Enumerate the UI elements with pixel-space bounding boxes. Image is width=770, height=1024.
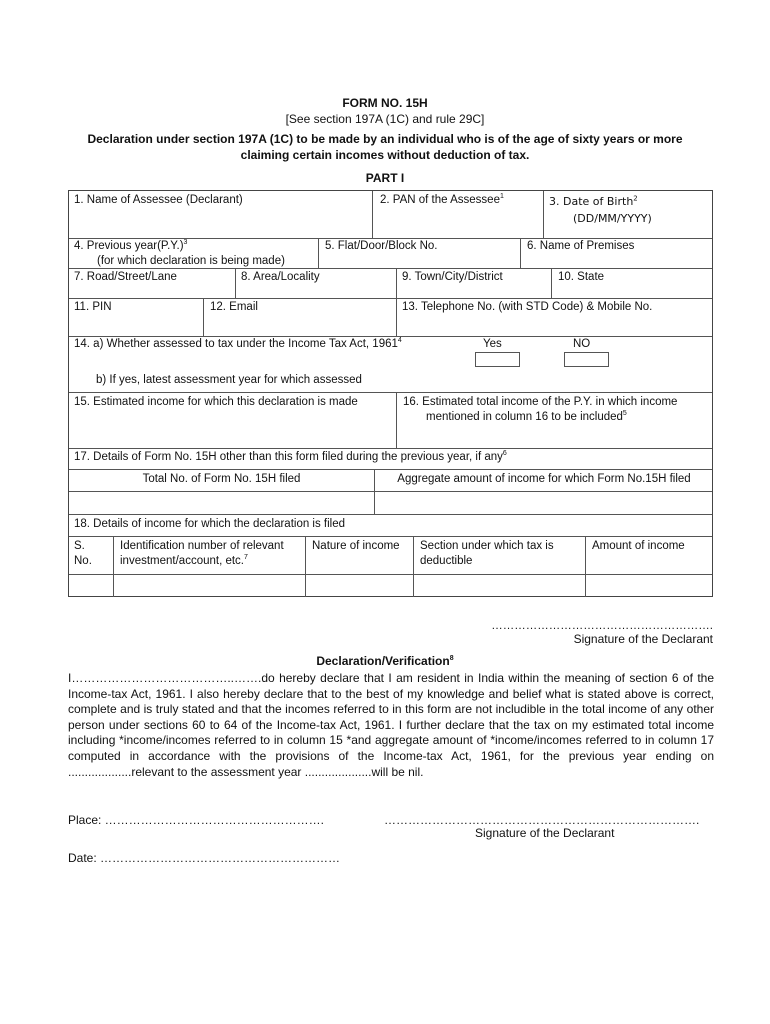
footnote-ref: 5 [622,410,627,418]
col-divider [113,536,114,597]
field-previous-year [74,239,285,269]
col-section [420,539,554,569]
footnote-ref: 1 [499,193,504,201]
declaration-heading-line2: claiming certain incomes without deduction of tax. [240,148,530,162]
declarant-signature-label: Signature of the Declarant [475,826,615,840]
footnote-ref: 3 [183,239,188,247]
field-estimated-total-income [403,395,677,425]
col-divider [203,298,204,336]
field-estimated-total-income-label: 16. Estimated total income of the P.Y. in which income [403,396,678,408]
footnote-ref: 4 [397,337,402,345]
field-dob-label: 3. Date of Birth [549,195,634,208]
col-divider [235,268,236,298]
field-pan [380,193,504,208]
col-section-line2: deductible [420,555,473,567]
signature-line: …………………………………………………. [491,620,713,632]
col-total-forms-filed: Total No. of Form No. 15H filed [142,473,301,485]
field-state: 10. State [558,271,605,283]
declaration-verification-title: Declaration/Verification [316,654,450,668]
row-divider [69,392,712,393]
date-field[interactable]: Date: …………………………………………………… [68,851,341,865]
col-divider [372,191,373,238]
field-estimated-income: 15. Estimated income for which this declaration is made [74,396,358,408]
no-label: NO [573,338,591,350]
field-income-details: 18. Details of income for which the declaration is filed [74,518,346,530]
field-estimated-total-income-note: mentioned in column 16 to be included [426,411,623,423]
col-identification-number [120,539,284,569]
col-identification-line2: investment/account, etc. [120,555,245,567]
col-section-line1: Section under which tax is [420,540,554,552]
col-nature-of-income: Nature of income [312,540,400,552]
field-previous-year-label: 4. Previous year(P.Y.) [74,240,184,252]
field-road-street-lane: 7. Road/Street/Lane [74,271,177,283]
col-divider [585,536,586,597]
col-divider [551,268,552,298]
footnote-ref: 2 [633,194,638,203]
declaration-paragraph: I…………………………………..…….do hereby declare that I am resident in India within the meaning of section 6 of the Income-tax Act, 1961. I also hereby declare that to the best of my knowledge and belief what is stated above is correct, complete and is truly stated and that the incomes referred to in this form are not includible in the total income of any other person under sections 60 to 64 of the Income-tax Act, 1961. I further declare that the tax on my estimated total income including *income/incomes referred to in column 15 *and aggregate amount of *income/incomes referred to in column 17 computed in accordance with the provisions of the Income-tax Act, 1961, for the previous year ending on ...................relevant to the assessment year ....................will be nil. [68,671,714,779]
col-serial-no-line2: No. [74,555,92,567]
yes-checkbox[interactable] [475,352,520,367]
row-divider [69,574,712,575]
col-serial-no [74,539,92,569]
field-telephone-mobile: 13. Telephone No. (with STD Code) & Mobile No. [402,301,653,313]
field-name-of-premises: 6. Name of Premises [527,240,635,252]
yes-label: Yes [483,338,502,350]
col-divider [396,268,397,298]
field-assessed-to-tax [74,337,402,352]
footnote-ref: 8 [449,655,454,662]
col-serial-no-line1: S. [74,540,85,552]
col-divider [543,191,544,238]
field-town-city-district: 9. Town/City/District [402,271,503,283]
form-declaration-heading [0,131,770,163]
signature-label: Signature of the Declarant [573,632,713,646]
row-divider [69,469,712,470]
col-divider [318,238,319,268]
field-date-of-birth [549,193,652,227]
col-amount-of-income: Amount of income [592,540,685,552]
place-field[interactable]: Place: ………………………………………………. [68,813,325,827]
col-divider [396,298,397,336]
col-aggregate-amount: Aggregate amount of income for which Form No.15H filed [397,473,691,485]
part-one-table [68,190,713,597]
field-area-locality: 8. Area/Locality [241,271,320,283]
field-latest-assessment-year: b) If yes, latest assessment year for which assessed [96,374,362,386]
row-divider [69,298,712,299]
declaration-heading-line1: Declaration under section 197A (1C) to be made by an individual who is of the age of sixty years or more [87,132,683,146]
field-name-of-assessee: 1. Name of Assessee (Declarant) [74,194,243,206]
field-form-15h-details-label: 17. Details of Form No. 15H other than this form filed during the previous year, if any [74,451,503,463]
col-divider [413,536,414,597]
row-divider [69,514,712,515]
field-dob-format: (DD/MM/YYYY) [573,212,652,225]
field-previous-year-note: (for which declaration is being made) [97,255,285,267]
footnote-ref: 6 [502,450,507,458]
row-divider [69,536,712,537]
field-assessed-to-tax-label: 14. a) Whether assessed to tax under the Income Tax Act, 1961 [74,338,398,350]
row-divider [69,491,712,492]
col-divider [305,536,306,597]
row-divider [69,448,712,449]
no-checkbox[interactable] [564,352,609,367]
field-form-15h-details [74,450,507,465]
field-email: 12. Email [210,301,258,313]
footnote-ref: 7 [244,554,248,562]
form-subtitle: [See section 197A (1C) and rule 29C] [285,112,485,126]
declarant-signature-line: ……………………………………………………………………. [384,813,700,827]
declaration-verification-heading [0,654,770,668]
field-pan-label: 2. PAN of the Assessee [380,194,500,206]
form-title: FORM NO. 15H [342,96,428,110]
col-divider [396,392,397,448]
col-divider [520,238,521,268]
col-identification-line1: Identification number of relevant [120,540,284,552]
field-flat-door-block: 5. Flat/Door/Block No. [325,240,438,252]
field-pin: 11. PIN [74,301,112,313]
part-heading: PART I [365,171,405,185]
